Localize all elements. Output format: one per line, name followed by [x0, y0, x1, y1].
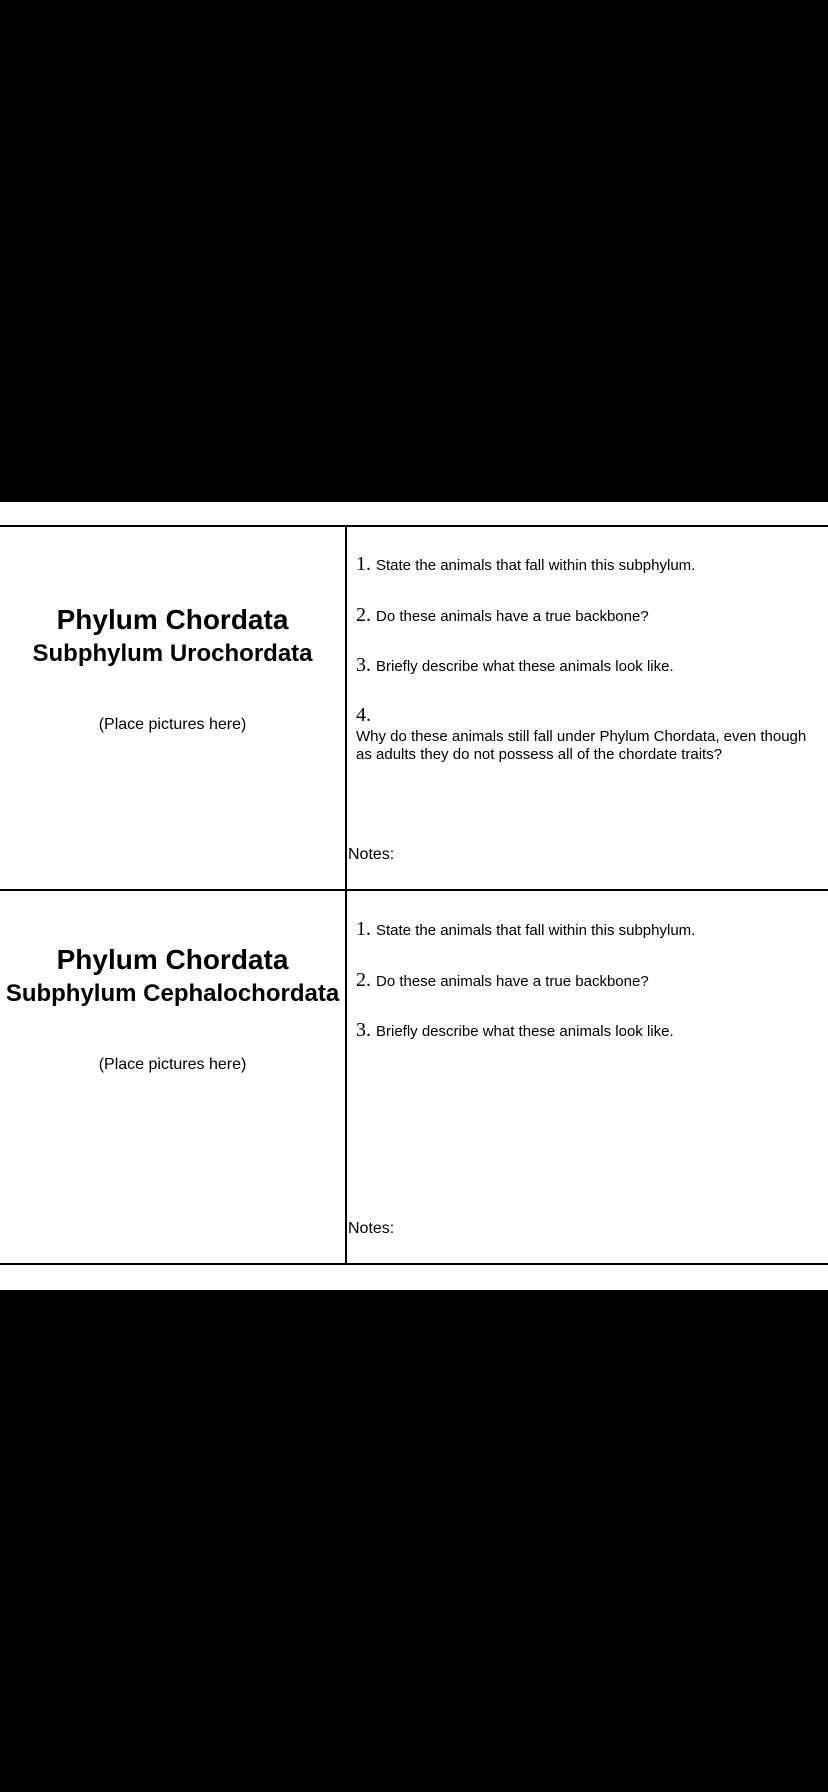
- section-2-question-3: [356, 1021, 674, 1041]
- top-border: [0, 525, 828, 527]
- section-1-notes-label: Notes:: [348, 846, 395, 863]
- section-1-subtitle: Subphylum Urochordata: [32, 640, 313, 667]
- section-2-notes-label: Notes:: [348, 1220, 395, 1237]
- section-1-question-1: [356, 555, 695, 575]
- question-number: 3.: [356, 654, 371, 676]
- section-2-picture-placeholder: (Place pictures here): [98, 1056, 247, 1073]
- section-1-picture-placeholder: (Place pictures here): [98, 716, 247, 733]
- question-text: Do these animals have a true backbone?: [376, 973, 649, 990]
- question-text: Why do these animals still fall under Phylum Chordata, even though as adults they do not possess all of the chordate traits?: [356, 728, 807, 763]
- question-number: 4.: [356, 704, 371, 726]
- question-text: Briefly describe what these animals look like.: [376, 658, 674, 675]
- section-1-question-2: [356, 606, 649, 626]
- question-number: 2.: [356, 604, 371, 626]
- question-text: Briefly describe what these animals look like.: [376, 1023, 674, 1040]
- question-number: 1.: [356, 553, 371, 575]
- section-1-title: Phylum Chordata: [56, 604, 289, 635]
- column-divider-1: [345, 525, 347, 891]
- section-1-question-3: [356, 656, 674, 676]
- section-divider: [0, 889, 828, 891]
- worksheet-page: [0, 502, 828, 1290]
- section-2-subtitle: Subphylum Cephalochordata: [5, 980, 340, 1007]
- question-text: State the animals that fall within this subphylum.: [376, 922, 696, 939]
- bottom-border: [0, 1263, 828, 1265]
- question-text: Do these animals have a true backbone?: [376, 608, 649, 625]
- question-text: State the animals that fall within this subphylum.: [376, 557, 696, 574]
- section-2-title: Phylum Chordata: [56, 944, 289, 975]
- question-number: 2.: [356, 969, 371, 991]
- question-number: 3.: [356, 1019, 371, 1041]
- question-number: 1.: [356, 918, 371, 940]
- section-2-question-1: [356, 920, 695, 940]
- section-2-question-2: [356, 971, 649, 991]
- section-1-question-4: [356, 706, 828, 764]
- column-divider-2: [345, 889, 347, 1265]
